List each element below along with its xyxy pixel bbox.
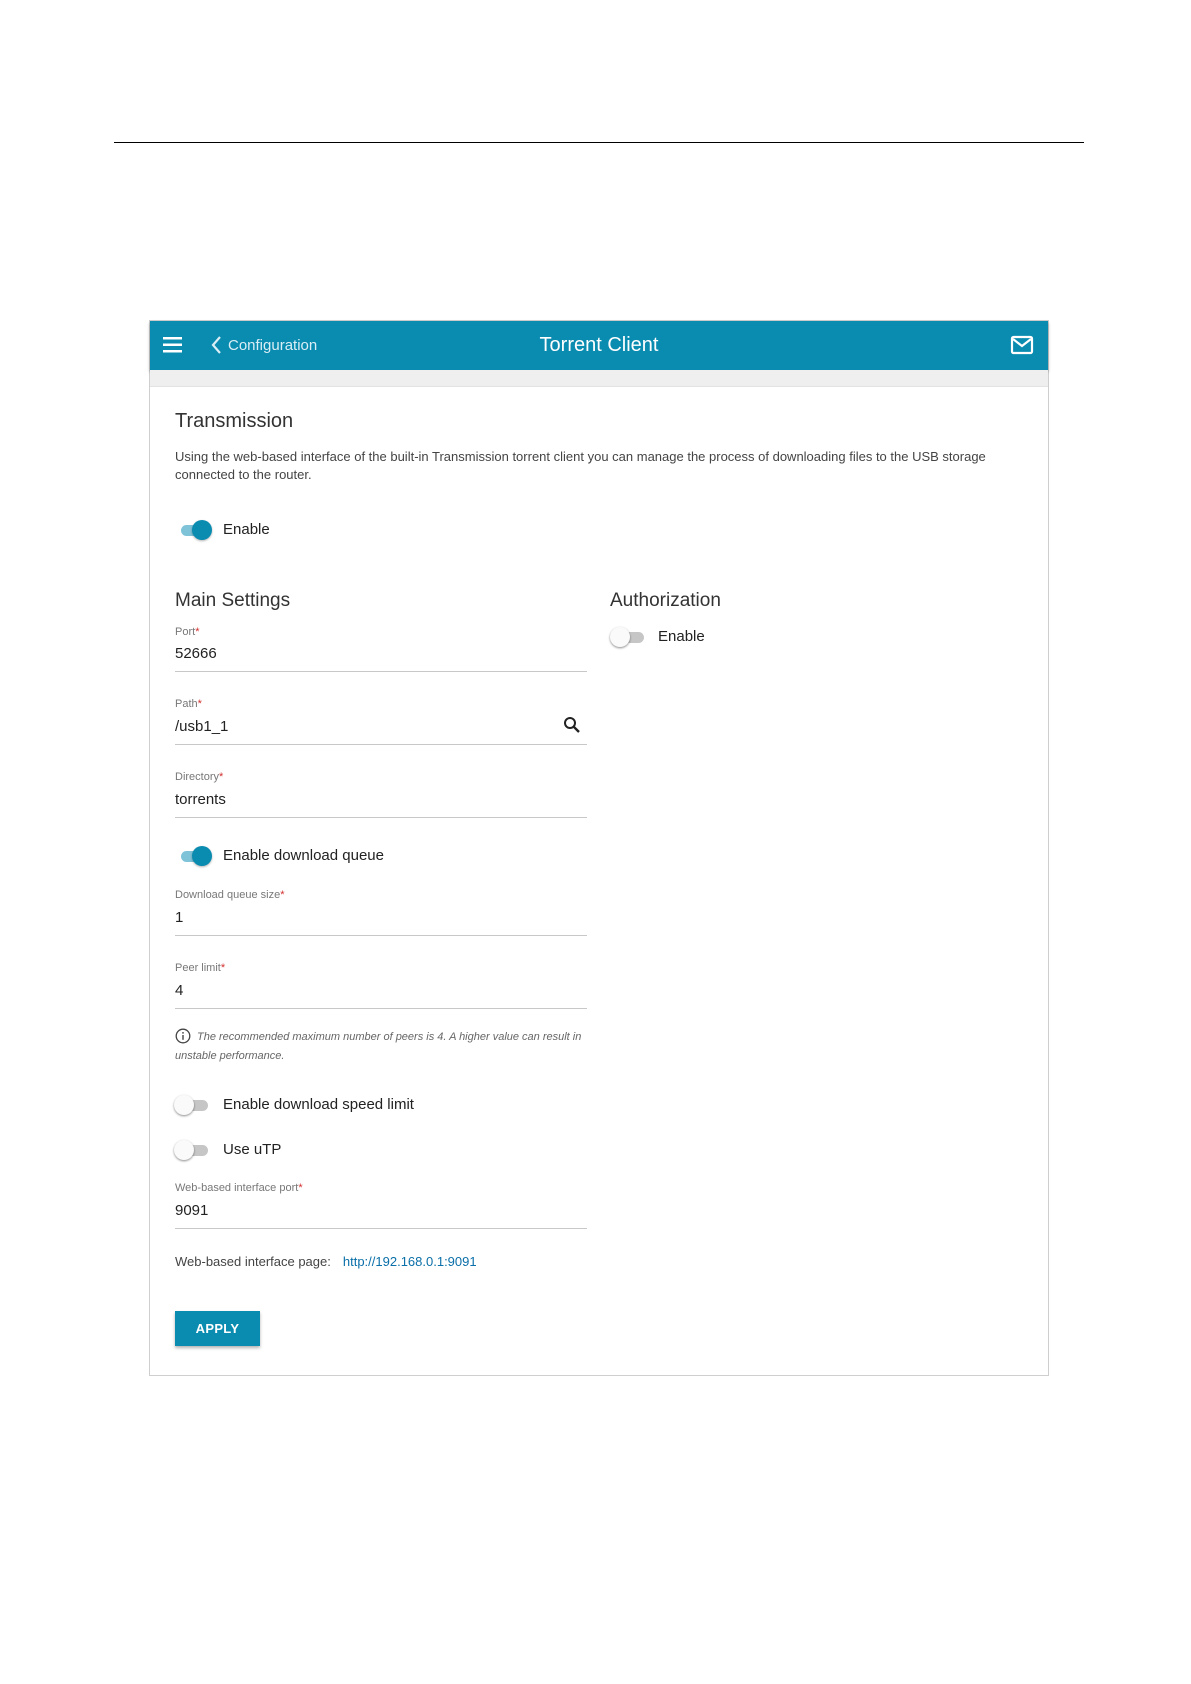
top-bar <box>150 321 1048 370</box>
web-port-label: Web-based interface port* <box>175 1182 303 1194</box>
page-title: Torrent Client <box>539 334 659 356</box>
peer-limit-field <box>175 974 587 1009</box>
mail-icon[interactable] <box>1010 333 1034 357</box>
directory-field <box>175 783 587 818</box>
peer-limit-hint-text: The recommended maximum number of peers is 4. A higher value can result in unstable performance. <box>175 1031 582 1062</box>
peer-limit-input[interactable] <box>175 982 545 999</box>
directory-label: Directory* <box>175 771 224 783</box>
web-port-field <box>175 1194 587 1229</box>
authorization-enable-toggle[interactable] <box>610 627 646 647</box>
web-page-link[interactable]: http://192.168.0.1:9091 <box>342 1254 477 1269</box>
apply-button[interactable]: APPLY <box>175 1311 260 1346</box>
toggle-knob <box>610 627 630 647</box>
path-field <box>175 710 587 745</box>
router-ui-window <box>149 320 1049 1376</box>
transmission-enable-toggle[interactable] <box>177 520 213 540</box>
port-field <box>175 637 587 672</box>
utp-label: Use uTP <box>223 1141 282 1158</box>
port-input[interactable] <box>175 645 545 662</box>
queue-size-input[interactable] <box>175 909 545 926</box>
search-icon[interactable] <box>563 716 581 734</box>
authorization-heading: Authorization <box>610 590 721 611</box>
queue-size-field <box>175 901 587 936</box>
web-page-label: Web-based interface page: <box>175 1254 331 1269</box>
transmission-description: Using the web-based interface of the built-in Transmission torrent client you can manage the process of downloading files to the USB storage connected to the router. <box>175 449 986 482</box>
toggle-knob <box>174 1095 194 1115</box>
page-divider <box>114 142 1084 143</box>
speed-limit-toggle[interactable] <box>174 1095 210 1115</box>
port-label: Port* <box>175 626 200 638</box>
directory-input[interactable] <box>175 791 545 808</box>
web-port-input[interactable] <box>175 1202 545 1219</box>
queue-size-label: Download queue size* <box>175 889 285 901</box>
main-settings-heading: Main Settings <box>175 590 291 611</box>
toggle-knob <box>192 520 212 540</box>
web-page-row <box>175 1254 477 1269</box>
authorization-enable-label: Enable <box>658 628 705 645</box>
back-label: Configuration <box>228 336 318 354</box>
download-queue-toggle[interactable] <box>177 846 213 866</box>
toggle-knob <box>174 1140 194 1160</box>
path-label: Path* <box>175 698 202 710</box>
path-input[interactable] <box>175 718 545 735</box>
peer-limit-label: Peer limit* <box>175 962 226 974</box>
transmission-heading: Transmission <box>175 410 294 432</box>
toggle-knob <box>192 846 212 866</box>
utp-toggle[interactable] <box>174 1140 210 1160</box>
download-queue-label: Enable download queue <box>223 847 384 864</box>
transmission-enable-label: Enable <box>223 521 270 538</box>
info-icon <box>175 1028 191 1044</box>
sub-bar <box>150 370 1048 387</box>
speed-limit-label: Enable download speed limit <box>223 1096 414 1113</box>
content-panel <box>150 387 1048 1375</box>
peer-limit-hint <box>175 1028 595 1066</box>
